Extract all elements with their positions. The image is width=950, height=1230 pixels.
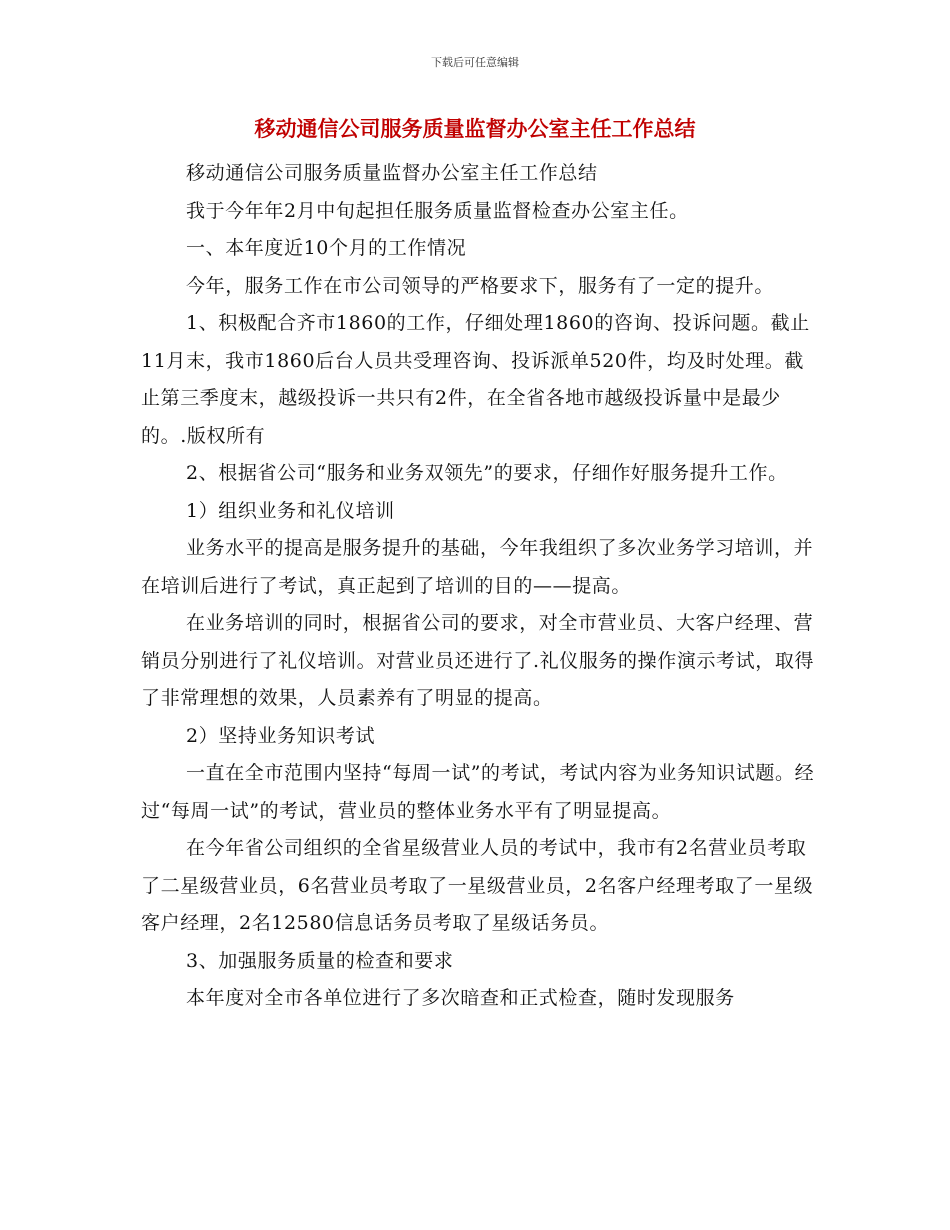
subsection-heading: 2）坚持业务知识考试	[186, 724, 376, 747]
paragraph: 在今年省公司组织的全省星级营业人员的考试中，我市有2名营业员考取了二星级营业员，6名营业员考取了一星级营业员，2名客户经理考取了一星级客户经理，2名12580信息话务员考取了星级话务员。	[141, 837, 814, 934]
subsection-heading: 1）组织业务和礼仪培训	[186, 499, 395, 522]
paragraph: 在业务培训的同时，根据省公司的要求，对全市营业员、大客户经理、营销员分别进行了礼仪培训。对营业员还进行了.礼仪服务的操作演示考试，取得了非常理想的效果，人员素养有了明显的提高。	[141, 612, 815, 709]
paragraph: 我于今年年2月中旬起担任服务质量监督检查办公室主任。	[186, 199, 689, 222]
paragraph: 3、加强服务质量的检查和要求	[186, 949, 454, 972]
document-title: 移动通信公司服务质量监督办公室主任工作总结	[254, 116, 696, 141]
document-body	[141, 155, 821, 1018]
section-heading: 一、本年度近10个月的工作情况	[186, 237, 467, 259]
paragraph: 一直在全市范围内坚持“每周一试”的考试，考试内容为业务知识试题。经过“每周一试”的考试，营业员的整体业务水平有了明显提高。	[141, 762, 815, 822]
paragraph: 业务水平的提高是服务提升的基础，今年我组织了多次业务学习培训，并在培训后进行了考试，真正起到了培训的目的——提高。	[141, 537, 814, 597]
header-note: 下载后可任意编辑	[431, 56, 519, 69]
paragraph: 1、积极配合齐市1860的工作，仔细处理1860的咨询、投诉问题。截止11月末，我市1860后台人员共受理咨询、投诉派单520件，均及时处理。截止第三季度末，越级投诉一共只有2件，在全省各地市越级投诉量中是最少的。.版权所有	[141, 312, 810, 447]
paragraph: 2、根据省公司“服务和业务双领先”的要求，仔细作好服务提升工作。	[186, 462, 788, 484]
paragraph: 今年，服务工作在市公司领导的严格要求下，服务有了一定的提升。	[186, 274, 775, 297]
paragraph: 本年度对全市各单位进行了多次暗查和正式检查，随时发现服务	[186, 987, 735, 1009]
paragraph: 移动通信公司服务质量监督办公室主任工作总结	[186, 162, 598, 184]
